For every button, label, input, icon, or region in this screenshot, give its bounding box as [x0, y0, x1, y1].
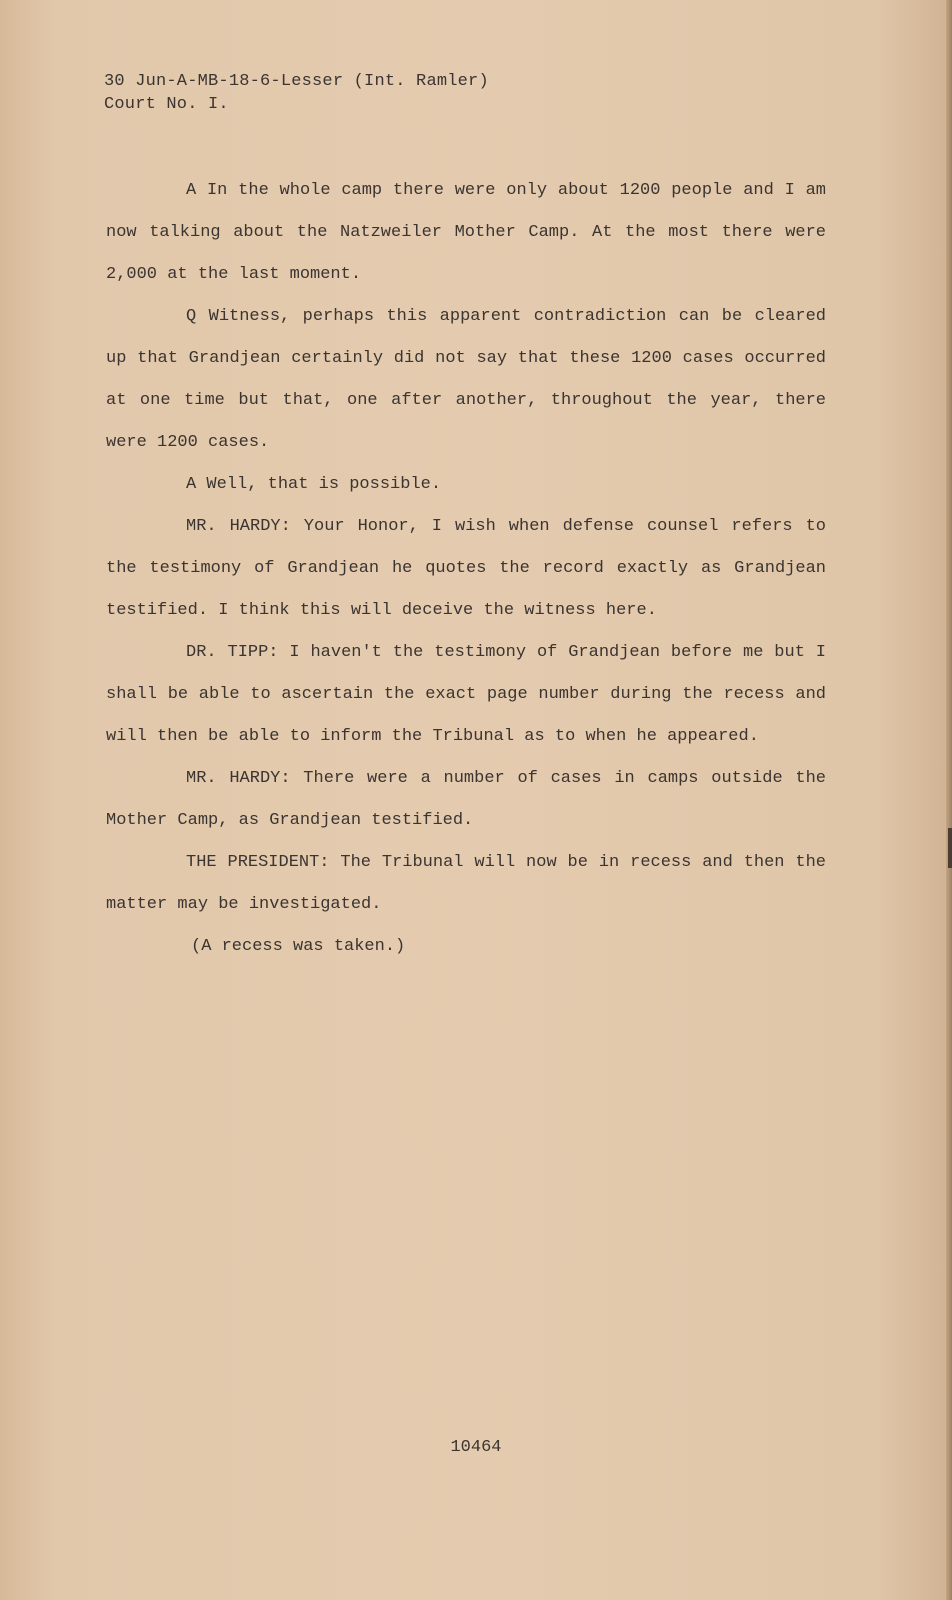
transcript-paragraph: (A recess was taken.) [191, 937, 406, 956]
header-case-line: 30 Jun-A-MB-18-6-Lesser (Int. Ramler) [104, 72, 489, 91]
transcript-paragraph: A In the whole camp there were only about 1200 people and I am now talking about the Natzweiler Mother Camp. At the most there were 2,000 at the last moment. [106, 181, 826, 284]
page-number: 10464 [450, 1438, 502, 1457]
edge-mark [948, 828, 952, 868]
header-court-line: Court No. I. [104, 95, 229, 114]
transcript-paragraph: MR. HARDY: There were a number of cases in camps outside the Mother Camp, as Grandjean testified. [106, 769, 826, 830]
transcript-paragraph: THE PRESIDENT: The Tribunal will now be in recess and then the matter may be investigated. [106, 853, 826, 914]
transcript-paragraph: MR. HARDY: Your Honor, I wish when defense counsel refers to the testimony of Grandjean he quotes the record exactly as Grandjean testified. I think this will deceive the witness here. [106, 517, 826, 620]
transcript-paragraph: DR. TIPP: I haven't the testimony of Grandjean before me but I shall be able to ascertain the exact page number during the recess and will then be able to inform the Tribunal as to when he appeared. [106, 643, 826, 746]
document-header [104, 70, 489, 116]
page-edge [946, 0, 952, 1600]
transcript-paragraph: A Well, that is possible. [186, 475, 442, 494]
transcript-paragraph: Q Witness, perhaps this apparent contradiction can be cleared up that Grandjean certainly did not say that these 1200 cases occurred at one time but that, one after another, throughout the year, there were 1200 cases. [106, 307, 826, 452]
transcript-body [106, 170, 826, 968]
